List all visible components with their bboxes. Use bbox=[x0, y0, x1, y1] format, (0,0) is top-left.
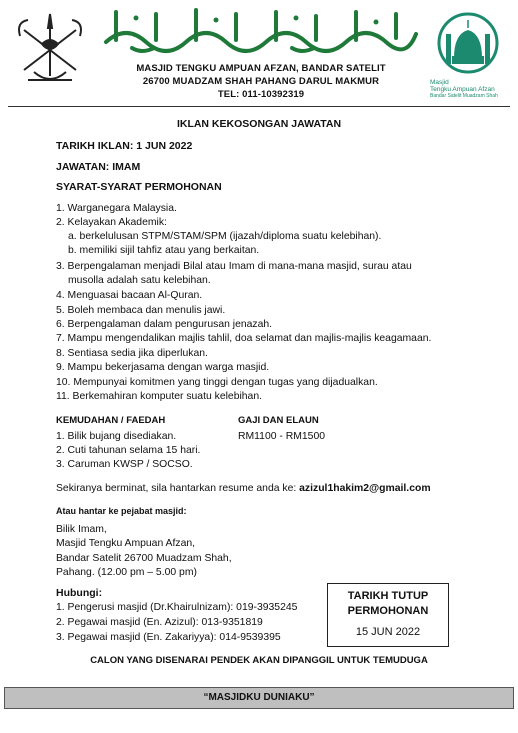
salary-heading: GAJI DAN ELAUN bbox=[238, 415, 319, 426]
arabic-calligraphy-banner bbox=[96, 4, 426, 56]
header-line-2: 26700 MUADZAM SHAH PAHANG DARUL MAKMUR bbox=[142, 76, 380, 87]
contact-item: 1. Pengerusi masjid (Dr.Khairulnizam): 019-3935245 bbox=[56, 602, 298, 613]
salary-range: RM1100 - RM1500 bbox=[238, 431, 326, 442]
address-line: Bandar Satelit 26700 Muadzam Shah, bbox=[56, 553, 232, 564]
requirement-item: 4. Menguasai bacaan Al-Quran. bbox=[56, 290, 203, 301]
logo-caption-3: Bandar Satelit Muadzam Shah bbox=[430, 93, 498, 99]
email-instruction bbox=[56, 483, 431, 494]
address-line: Masjid Tengku Ampuan Afzan, bbox=[56, 538, 196, 549]
benefits-heading: KEMUDAHAN / FAEDAH bbox=[56, 415, 166, 426]
closing-date: 15 JUN 2022 bbox=[355, 626, 421, 638]
shortlist-notice: CALON YANG DISENARAI PENDEK AKAN DIPANGGIL UNTUK TEMUDUGA bbox=[90, 655, 428, 666]
address-line: Bilik Imam, bbox=[56, 524, 107, 535]
contact-item: 3. Pegawai masjid (En. Zakariyya): 014-9539395 bbox=[56, 632, 281, 643]
mosque-logo bbox=[430, 12, 506, 98]
header-line-1: MASJID TENGKU AMPUAN AFZAN, BANDAR SATELIT bbox=[136, 63, 386, 74]
email-address[interactable]: azizul1hakim2@gmail.com bbox=[299, 483, 431, 494]
requirement-item: 2. Kelayakan Akademik: bbox=[56, 217, 167, 228]
ad-date: TARIKH IKLAN: 1 JUN 2022 bbox=[56, 140, 193, 152]
closing-label-2: PERMOHONAN bbox=[347, 605, 429, 617]
footer-slogan: “MASJIDKU DUNIAKU” bbox=[203, 692, 315, 703]
header-divider bbox=[8, 106, 510, 107]
footer-banner bbox=[4, 687, 514, 709]
contact-item: 2. Pegawai masjid (En. Azizul): 013-9351819 bbox=[56, 617, 263, 628]
requirement-item: 7. Mampu mengendalikan majlis tahlil, doa selamat dan majlis-majlis keagamaan. bbox=[56, 333, 432, 344]
requirement-item-cont: musolla adalah satu kelebihan. bbox=[68, 275, 211, 286]
requirement-subitem: b. memiliki sijil tahfiz atau yang berkaitan. bbox=[68, 245, 260, 256]
address-line: Pahang. (12.00 pm – 5.00 pm) bbox=[56, 567, 197, 578]
closing-label-1: TARIKH TUTUP bbox=[347, 590, 429, 602]
requirement-item: 8. Sentiasa sedia jika diperlukan. bbox=[56, 348, 208, 359]
closing-date-box bbox=[327, 583, 449, 647]
requirement-item: 5. Boleh membaca dan menulis jawi. bbox=[56, 305, 226, 316]
requirement-item: 9. Mampu bekerjasama dengan warga masjid. bbox=[56, 362, 270, 373]
position-title: JAWATAN: IMAM bbox=[56, 161, 141, 173]
email-prefix: Sekiranya berminat, sila hantarkan resume anda ke: bbox=[56, 483, 300, 494]
benefit-item: 3. Caruman KWSP / SOCSO. bbox=[56, 459, 193, 470]
logo-caption-1: Masjid bbox=[430, 79, 449, 86]
logo-caption-2: Tengku Ampuan Afzan bbox=[430, 86, 495, 93]
arabic-calligraphy-image bbox=[96, 4, 426, 56]
requirement-subitem: a. berkelulusan STPM/STAM/SPM (ijazah/diploma suatu kelebihan). bbox=[68, 231, 382, 242]
requirement-item: 10. Mempunyai komitmen yang tinggi dengan tugas yang dijadualkan. bbox=[56, 377, 378, 388]
requirement-item: 6. Berpengalaman dalam pengurusan jenazah. bbox=[56, 319, 273, 330]
state-crest-logo bbox=[14, 10, 86, 90]
benefit-item: 1. Bilik bujang disediakan. bbox=[56, 431, 177, 442]
contact-heading: Hubungi: bbox=[56, 587, 103, 599]
requirement-item: 3. Berpengalaman menjadi Bilal atau Imam di mana-mana masjid, surau atau bbox=[56, 261, 412, 272]
requirement-item: 11. Berkemahiran komputer suatu kelebihan. bbox=[56, 391, 263, 402]
requirements-heading: SYARAT-SYARAT PERMOHONAN bbox=[56, 181, 222, 193]
benefit-item: 2. Cuti tahunan selama 15 hari. bbox=[56, 445, 201, 456]
header-phone: TEL: 011-10392319 bbox=[217, 89, 305, 100]
requirement-item: 1. Warganegara Malaysia. bbox=[56, 203, 177, 214]
mosque-dome-icon bbox=[430, 12, 506, 74]
page-title: IKLAN KEKOSONGAN JAWATAN bbox=[176, 118, 342, 130]
address-heading: Atau hantar ke pejabat masjid: bbox=[56, 506, 187, 516]
